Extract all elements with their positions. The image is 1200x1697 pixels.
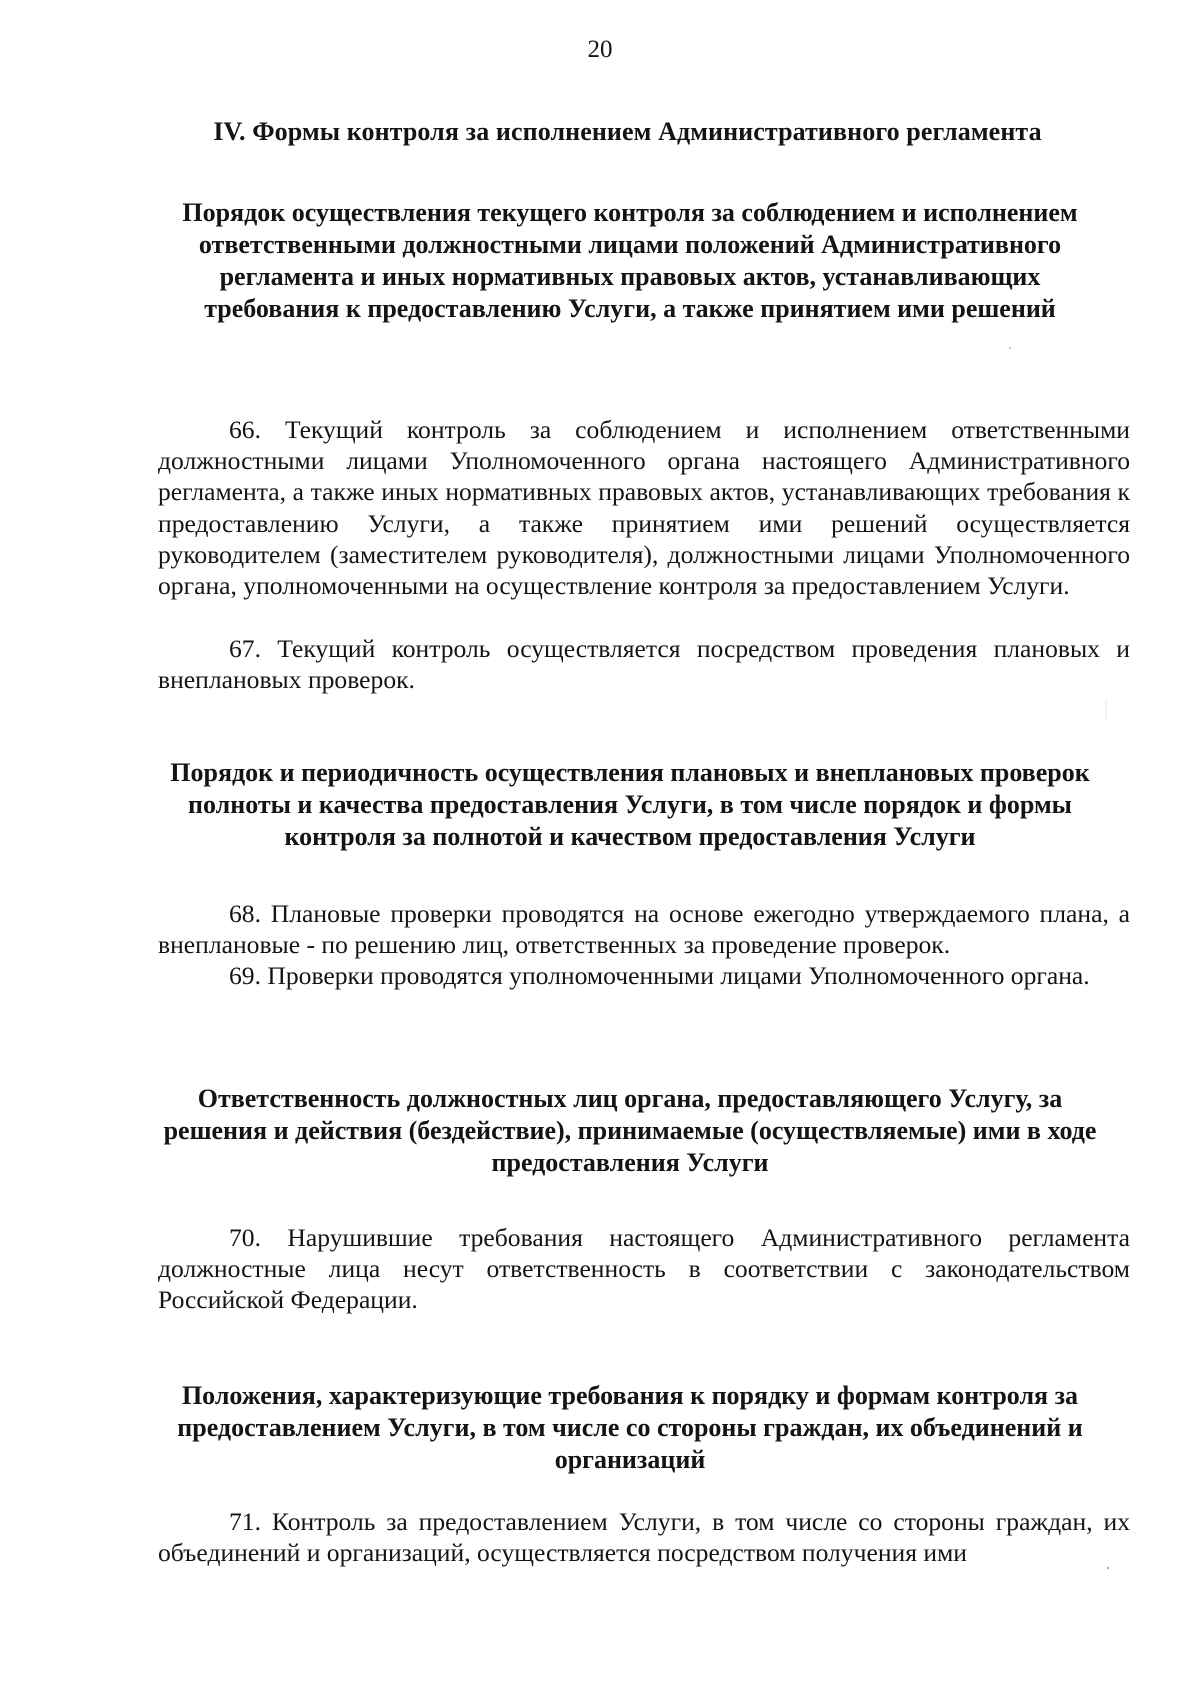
scan-speck (1009, 347, 1011, 349)
page-number: 20 (587, 36, 613, 63)
paragraph-66: 66. Текущий контроль за соблюдением и исполнением ответственными должностными лицами Уполномоченного органа настоящего Административного регламента, а также иных нормативных правовых актов, устанавливающих требования к предоставлению Услуги, а также принятием ими решений осуществляется руководителем (заместителем руководителя), должностными лицами Уполномоченного органа, уполномоченными на осуществление контроля за предоставлением Услуги. (158, 415, 1130, 601)
paragraph-68: 68. Плановые проверки проводятся на основе ежегодно утверждаемого плана, а внеплановые - по решению лиц, ответственных за проведение проверок. (158, 899, 1130, 960)
paragraph-70: 70. Нарушившие требования настоящего Административного регламента должностные лица несут ответственность в соответствии с законодательством Российской Федерации. (158, 1223, 1130, 1315)
heading-current-control: Порядок осуществления текущего контроля за соблюдением и исполнением ответственными должностными лицами положений Административного регламента и иных нормативных правовых актов, устанавливающих требования к предоставлению Услуги, а также принятием ими решений (182, 198, 1078, 323)
heading-inspections: Порядок и периодичность осуществления плановых и внеплановых проверок полноты и качества предоставления Услуги, в том числе порядок и формы контроля за полнотой и качеством предоставления Услуги (170, 758, 1090, 851)
paragraph-71: 71. Контроль за предоставлением Услуги, в том числе со стороны граждан, их объединений и организаций, осуществляется посредством получения ими (158, 1507, 1130, 1568)
paragraph-67: 67. Текущий контроль осуществляется посредством проведения плановых и внеплановых проверок. (158, 634, 1130, 695)
section-title: IV. Формы контроля за исполнением Административного регламента (213, 117, 1042, 146)
paragraph-69: 69. Проверки проводятся уполномоченными лицами Уполномоченного органа. (229, 961, 1090, 990)
heading-citizen-control: Положения, характеризующие требования к порядку и формам контроля за предоставлением Услуги, в том числе со стороны граждан, их объединений и организаций (177, 1381, 1083, 1474)
heading-responsibility: Ответственность должностных лиц органа, предоставляющего Услугу, за решения и действия (бездействие), принимаемые (осуществляемые) ими в ходе предоставления Услуги (163, 1084, 1097, 1177)
